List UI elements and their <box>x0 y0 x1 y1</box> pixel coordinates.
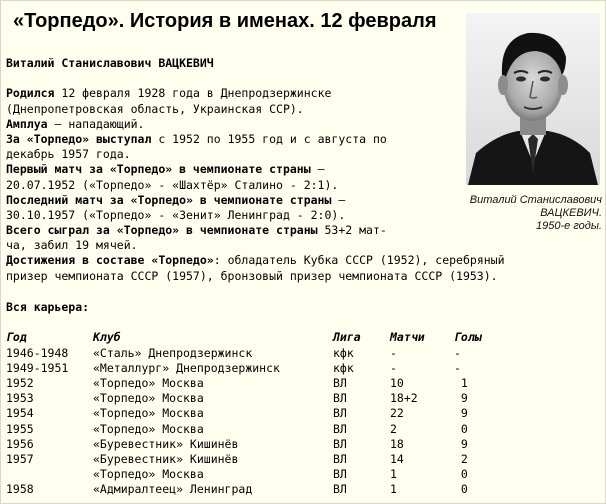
cell-league: кфк <box>333 360 354 375</box>
cell-year: 1956 <box>6 436 34 451</box>
page-title: «Торпедо». История в именах. 12 февраля <box>13 10 437 32</box>
biography <box>6 56 505 284</box>
cell-league: ВЛ <box>333 391 347 406</box>
cell-league: ВЛ <box>333 436 347 451</box>
table-row <box>6 482 494 497</box>
table-row <box>6 376 494 391</box>
total-info: Всего сыграл за «Торпедо» в чемпионате страны 53+2 мат- <box>6 223 387 238</box>
achievements-cont: призер чемпионата СССР (1957), бронзовый призер чемпионата СССР (1953). <box>6 268 498 283</box>
cell-league: ВЛ <box>333 406 347 421</box>
cell-league: ВЛ <box>333 467 347 482</box>
table-row <box>6 467 494 482</box>
photo-caption-surname: ВАЦКЕВИЧ. <box>540 207 602 219</box>
cell-goals: - <box>454 345 461 360</box>
total-info-cont: ча, забил 19 мячей. <box>6 238 138 253</box>
cell-matches: 14 <box>390 452 404 467</box>
first-match-text: 20.07.1952 («Торпедо» - «Шахтёр» Сталино - 2:1). <box>6 177 339 192</box>
cell-goals: - <box>454 360 461 375</box>
born-info: Родился 12 февраля 1928 года в Днепродзержинске <box>6 86 332 101</box>
table-header-row <box>6 330 494 345</box>
role-info: Амплуа – нападающий. <box>6 116 145 131</box>
career-section <box>6 300 494 498</box>
cell-year: 1952 <box>6 376 34 390</box>
cell-matches: 10 <box>390 376 404 390</box>
cell-year: 1958 <box>6 482 34 497</box>
career-table <box>6 330 494 497</box>
cell-matches: 1 <box>390 467 397 482</box>
played-info: За «Торпедо» выступал с 1952 по 1955 год и с августа по <box>6 131 387 146</box>
last-match-text: 30.10.1957 («Торпедо» - «Зенит» Ленинград - 2:0). <box>6 207 346 222</box>
cell-year: 1946-1948 <box>6 345 69 360</box>
cell-club: «Торпедо» Москва <box>93 467 204 482</box>
cell-goals: 0 <box>454 482 468 497</box>
cell-club: «Буревестник» Кишинёв <box>93 452 239 467</box>
cell-matches: 2 <box>390 421 397 436</box>
cell-matches: 18 <box>390 436 404 451</box>
cell-goals: 9 <box>454 391 468 406</box>
cell-year: 1957 <box>6 452 34 467</box>
cell-matches: 1 <box>390 482 397 497</box>
cell-league: ВЛ <box>333 421 347 436</box>
cell-year: 1953 <box>6 391 34 406</box>
cell-matches: - <box>390 360 397 375</box>
born-region: (Днепропетровская область, Украинская ССР). <box>6 101 304 116</box>
column-goals: Голы <box>454 330 482 345</box>
cell-goals: 2 <box>454 452 468 467</box>
photo-caption-name: Виталий Станиславович <box>469 194 602 206</box>
cell-matches: - <box>390 345 397 360</box>
column-year: Год <box>6 330 27 345</box>
cell-club: «Буревестник» Кишинёв <box>93 436 239 451</box>
cell-club: «Адмиралтеец» Ленинград <box>93 482 253 497</box>
cell-matches: 18+2 <box>390 391 418 406</box>
cell-club: «Торпедо» Москва <box>93 421 204 436</box>
table-row <box>6 391 494 406</box>
first-match-label: Первый матч за «Торпедо» в чемпионате страны – <box>6 162 325 177</box>
cell-year: 1954 <box>6 406 34 421</box>
cell-year: 1949-1951 <box>6 360 69 375</box>
table-row <box>6 406 494 421</box>
last-match-label: Последний матч за «Торпедо» в чемпионате страны – <box>6 192 346 207</box>
table-row <box>6 422 494 437</box>
achievements: Достижения в составе «Торпедо»: обладатель Кубка СССР (1952), серебряный <box>6 253 505 268</box>
table-row <box>6 452 494 467</box>
player-name: Виталий Станиславович ВАЦКЕВИЧ <box>6 56 214 70</box>
career-heading: Вся карьера: <box>6 300 90 314</box>
cell-club: «Металлург» Днепродзержинск <box>93 360 280 375</box>
cell-goals: 9 <box>454 436 468 451</box>
cell-goals: 9 <box>454 406 468 421</box>
cell-club: «Торпедо» Москва <box>93 406 204 421</box>
cell-league: ВЛ <box>333 376 347 390</box>
cell-league: ВЛ <box>333 452 347 467</box>
cell-club: «Сталь» Днепродзержинск <box>93 345 253 360</box>
cell-goals: 1 <box>454 376 468 390</box>
cell-year <box>6 467 93 482</box>
cell-club: «Торпедо» Москва <box>93 391 204 406</box>
cell-league: ВЛ <box>333 482 347 497</box>
table-row <box>6 346 494 361</box>
cell-goals: 0 <box>454 421 468 436</box>
column-league: Лига <box>333 330 361 345</box>
cell-goals: 0 <box>454 467 468 482</box>
career-rows <box>6 346 494 498</box>
photo-caption-years: 1950-е годы. <box>536 220 602 232</box>
played-info-cont: декабрь 1957 года. <box>6 147 131 162</box>
table-row <box>6 361 494 376</box>
table-row <box>6 437 494 452</box>
cell-matches: 22 <box>390 406 404 421</box>
cell-year: 1955 <box>6 421 34 436</box>
column-matches: Матчи <box>390 330 425 345</box>
cell-league: кфк <box>333 345 354 360</box>
cell-club: «Торпедо» Москва <box>93 376 204 390</box>
column-club: Клуб <box>93 330 121 345</box>
